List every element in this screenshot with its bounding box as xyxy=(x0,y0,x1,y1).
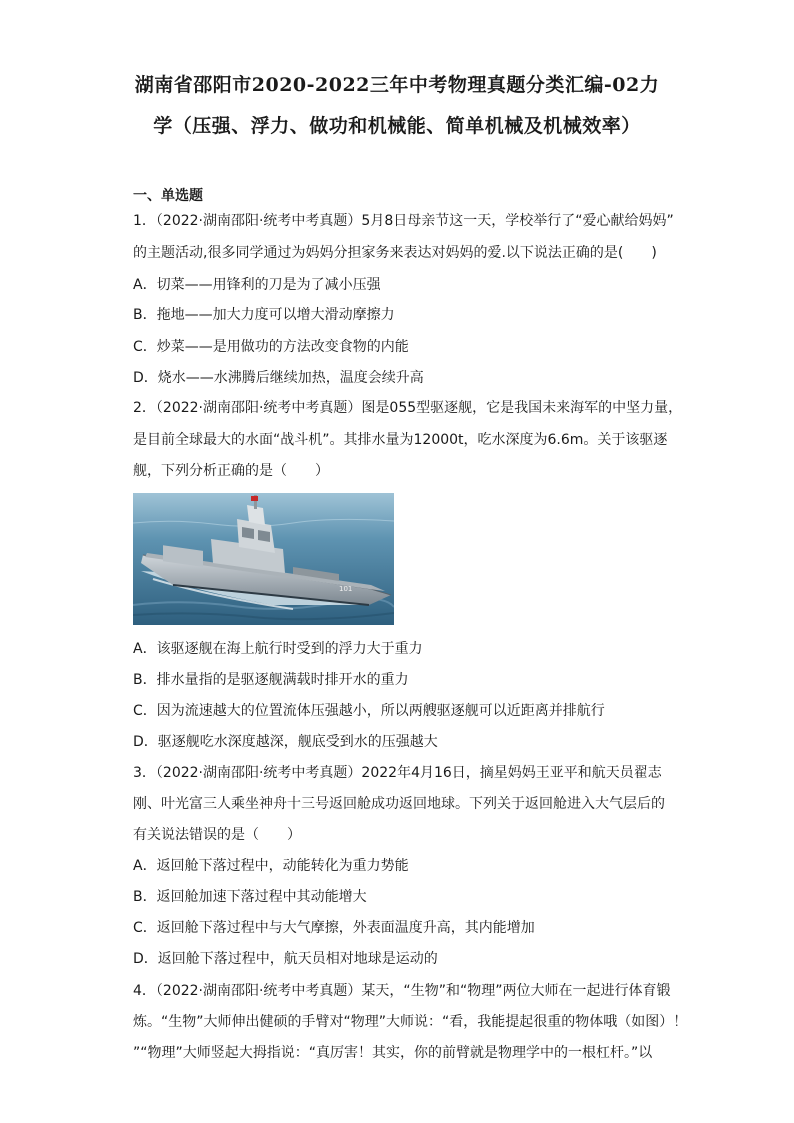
question-1-stem-line-1: 1．（2022·湖南邵阳·统考中考真题）5月8日母亲节这一天，学校举行了“爱心献给妈妈” xyxy=(133,213,674,229)
question-1-stem-line-2: 的主题活动,很多同学通过为妈妈分担家务来表达对妈妈的爱.以下说法正确的是( ) xyxy=(133,245,657,261)
svg-text:101: 101 xyxy=(339,585,353,593)
question-3-option-d: D．返回舱下落过程中，航天员相对地球是运动的 xyxy=(133,951,438,967)
question-3-option-a: A．返回舱下落过程中，动能转化为重力势能 xyxy=(133,858,409,874)
question-1-option-c: C．炒菜——是用做功的方法改变食物的内能 xyxy=(133,339,409,355)
question-3-option-b: B．返回舱加速下落过程中其动能增大 xyxy=(133,889,367,905)
question-2-option-d: D．驱逐舰吃水深度越深，舰底受到水的压强越大 xyxy=(133,734,438,750)
question-2-stem-line-3: 舰，下列分析正确的是（ ） xyxy=(133,463,329,479)
question-1-option-a: A．切菜——用锋利的刀是为了减小压强 xyxy=(133,277,381,293)
question-4-stem-line-2: 炼。“生物”大师伸出健硕的手臂对“物理”大师说：“看，我能提起很重的物体哦（如图）！ xyxy=(133,1014,688,1030)
question-2-option-a: A．该驱逐舰在海上航行时受到的浮力大于重力 xyxy=(133,641,423,657)
section-heading: 一、单选题 xyxy=(133,188,203,204)
question-2-option-b: B．排水量指的是驱逐舰满载时排开水的重力 xyxy=(133,672,409,688)
document-title-line-2: 学（压强、浮力、做功和机械能、简单机械及机械效率） xyxy=(153,115,641,137)
question-4-stem-line-3: ”“物理”大师竖起大拇指说：“真厉害！其实，你的前臂就是物理学中的一根杠杆。”以 xyxy=(133,1045,653,1061)
question-2-option-c: C．因为流速越大的位置流体压强越小，所以两艘驱逐舰可以近距离并排航行 xyxy=(133,703,605,719)
question-3-stem-line-2: 刚、叶光富三人乘坐神舟十三号返回舱成功返回地球。下列关于返回舱进入大气层后的 xyxy=(133,796,665,812)
question-1-option-d: D．烧水——水沸腾后继续加热，温度会续升高 xyxy=(133,370,424,386)
question-2-stem-line-2: 是目前全球最大的水面“战斗机”。其排水量为12000t，吃水深度为6.6m。关于该驱逐 xyxy=(133,432,668,448)
destroyer-photo xyxy=(133,493,394,625)
question-1-option-b: B．拖地——加大力度可以增大滑动摩擦力 xyxy=(133,307,395,323)
question-3-stem-line-3: 有关说法错误的是（ ） xyxy=(133,827,301,843)
question-4-stem-line-1: 4．（2022·湖南邵阳·统考中考真题）某天，“生物”和“物理”两位大师在一起进行体育锻 xyxy=(133,983,671,999)
question-3-stem-line-1: 3．（2022·湖南邵阳·统考中考真题）2022年4月16日，摘星妈妈王亚平和航天员翟志 xyxy=(133,765,662,781)
document-title-line-1: 湖南省邵阳市2020-2022三年中考物理真题分类汇编-02力 xyxy=(134,74,660,96)
question-2-stem-line-1: 2．（2022·湖南邵阳·统考中考真题）图是055型驱逐舰，它是我国未来海军的中坚力量， xyxy=(133,400,683,416)
question-3-option-c: C．返回舱下落过程中与大气摩擦，外表面温度升高，其内能增加 xyxy=(133,920,535,936)
